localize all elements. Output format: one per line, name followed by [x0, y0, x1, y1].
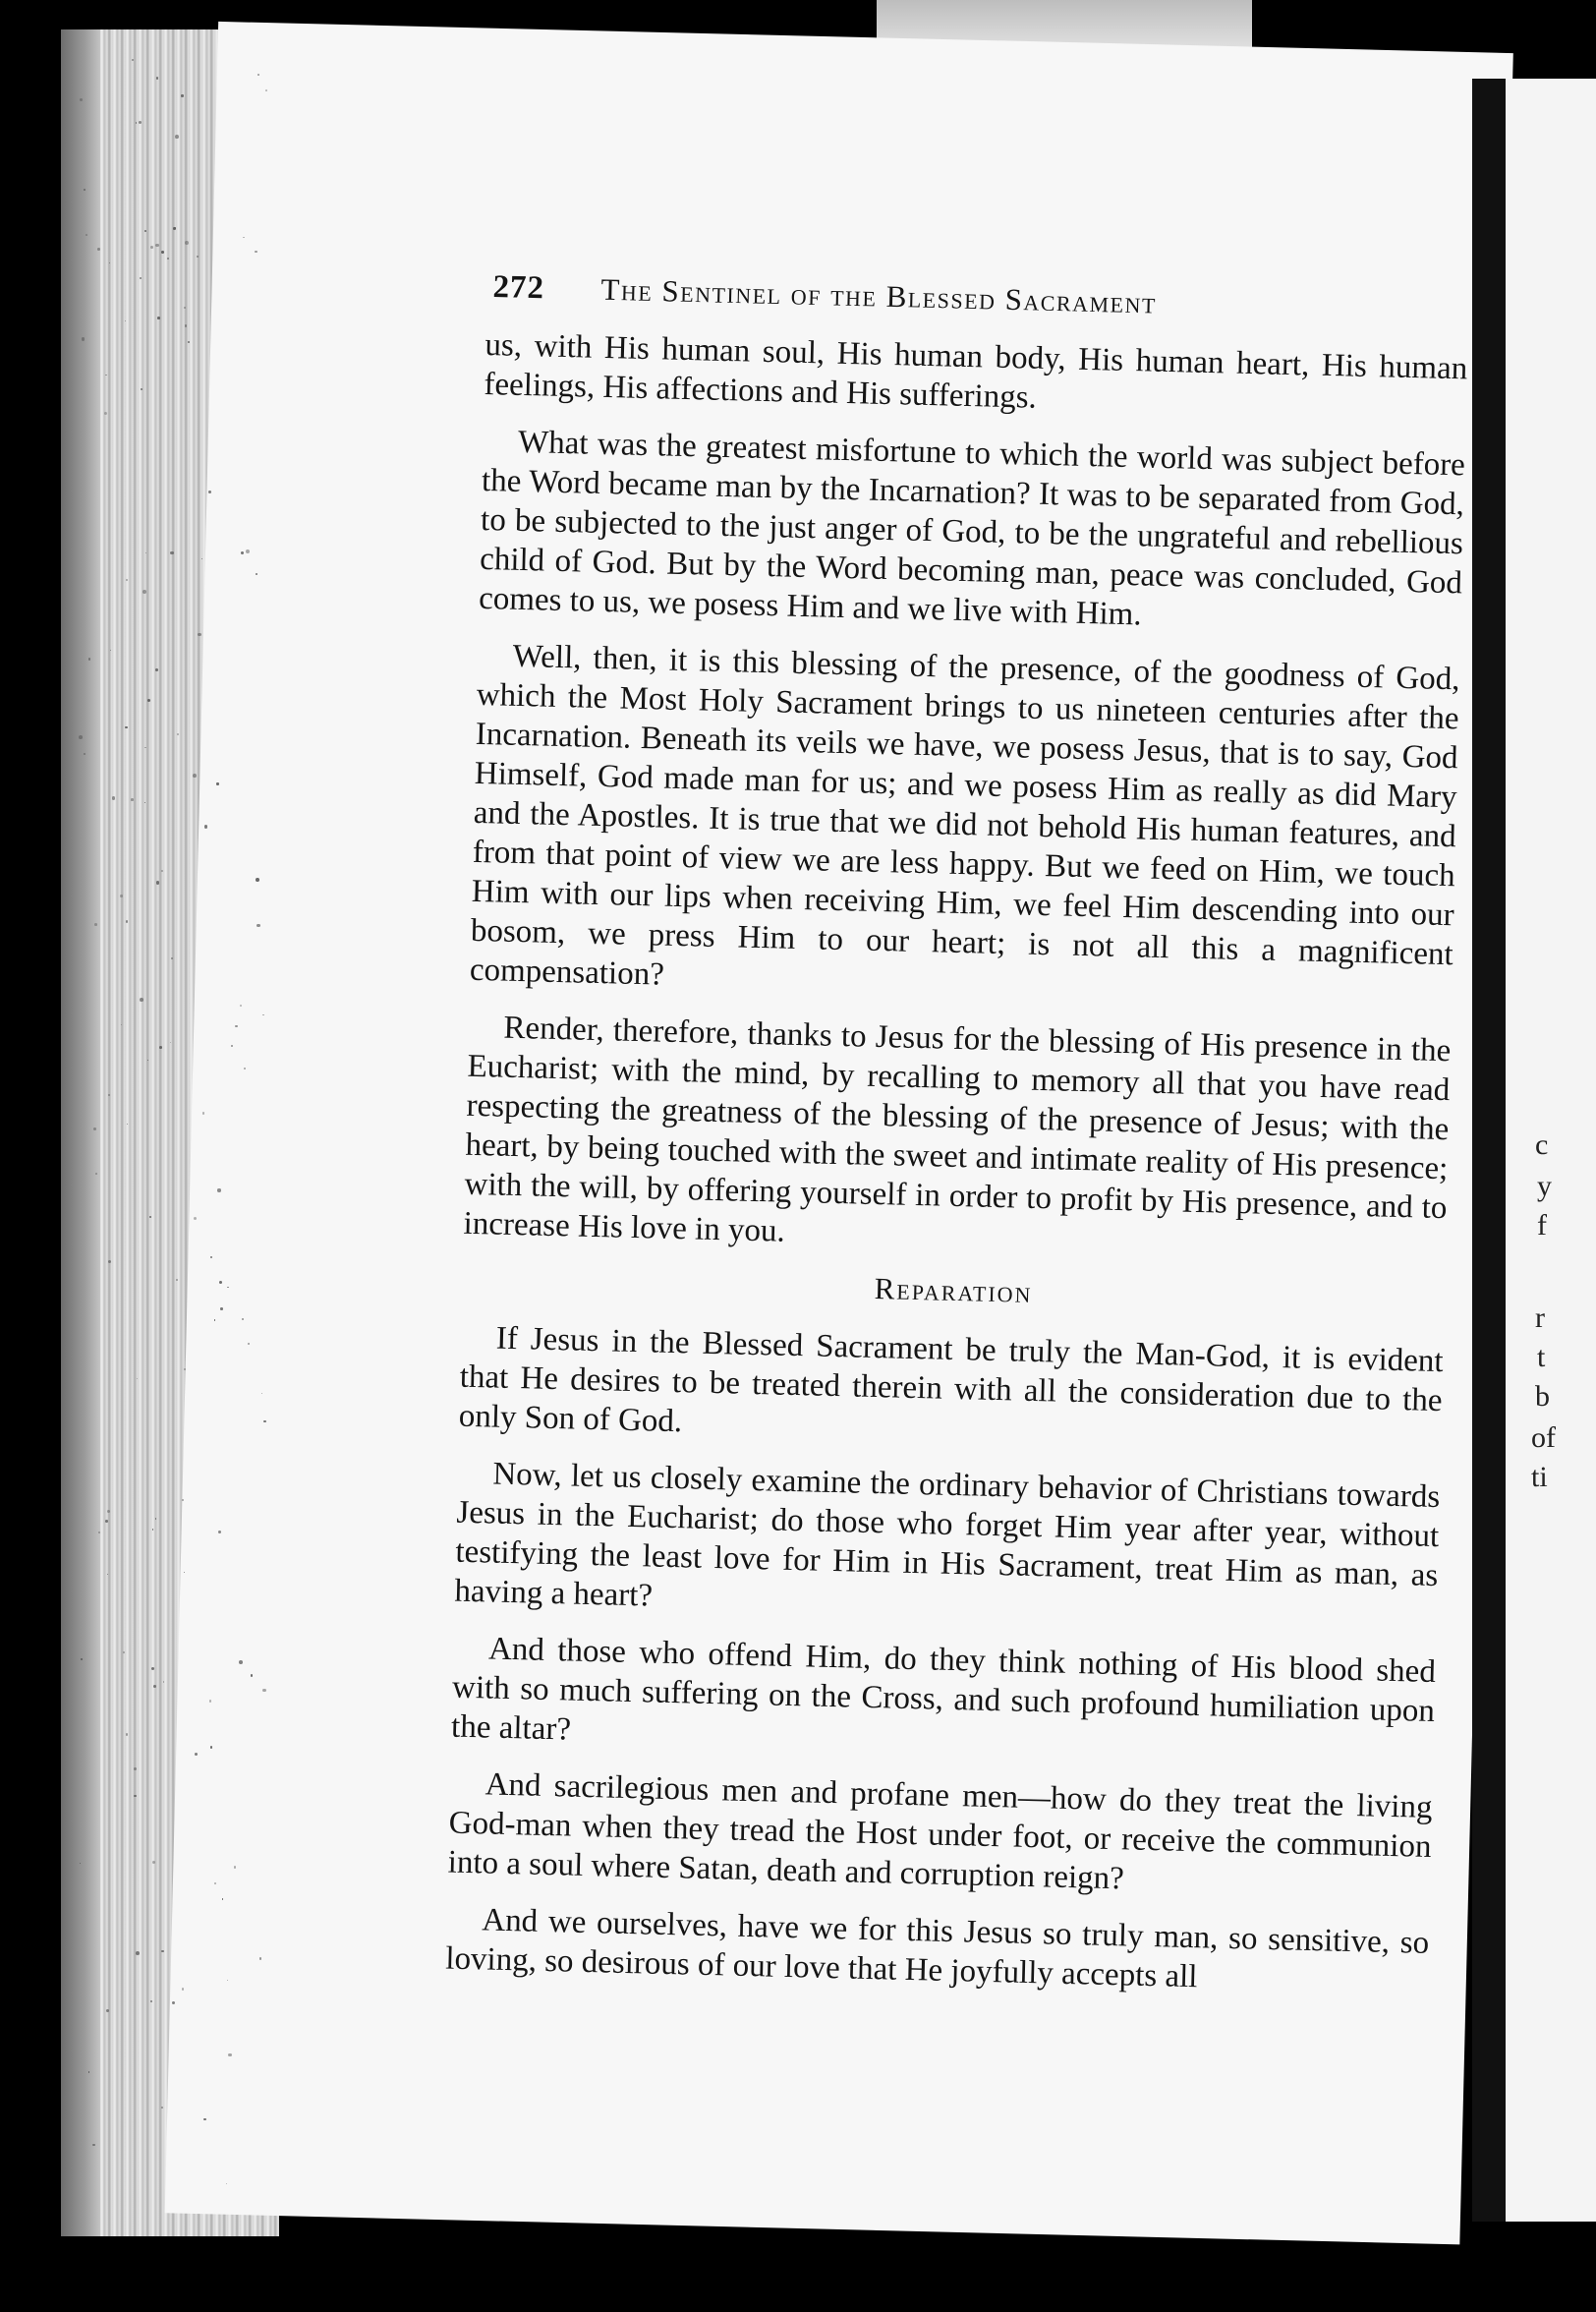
scan-speck [161, 1950, 164, 1953]
gutter-shadow [1472, 79, 1506, 2222]
paragraph: Now, let us closely examine the ordinary behavior of Christians towards Jesus in the Eucharist; do those who forget Him year after year, without testifying the least love for Him in His Sacrament, treat Him as man, as having a heart? [454, 1456, 1441, 1614]
scan-speck [81, 1658, 82, 1659]
paragraph: us, with His human soul, His human body, His human heart, His human feelings, His affections and His sufferings. [484, 326, 1468, 416]
scan-speck [150, 246, 153, 249]
scan-speck [140, 998, 143, 1002]
scan-speck [156, 77, 158, 79]
next-page-fragment: c [1535, 1128, 1549, 1161]
next-page-fragment: ti [1531, 1461, 1548, 1493]
scan-speck [157, 317, 160, 319]
scan-speck [204, 825, 208, 829]
scan-speck [92, 2144, 94, 2146]
page-content [0, 269, 1474, 1996]
scan-speck [109, 262, 110, 263]
scan-speck [86, 234, 87, 236]
scan-speck [181, 94, 183, 96]
scan-speck [177, 733, 179, 735]
scan-speck [174, 227, 176, 229]
scan-speck [106, 2009, 109, 2012]
next-page-fragment: b [1535, 1380, 1550, 1413]
scan-speck [161, 870, 163, 872]
scan-speck [220, 1307, 223, 1310]
scan-speck [217, 1188, 220, 1191]
scan-speck [216, 782, 218, 784]
scan-speck [184, 1368, 186, 1370]
scan-speck [134, 1767, 137, 1770]
scan-speck [107, 1510, 110, 1513]
paragraph: Well, then, it is this blessing of the presence, of the goodness of God, which the Most Holy Sacrament brings to us nineteen centuries after the Incarnation. Beneath its veils we have, we posess Jesus, that is to say, God Himself, God made man for us; and we posess Him as really as did Mary and the Apostles. It is true that we did not behold His human features, and from that point of view we are less happy. But we feed on Him, we touch Him with our lips when receiving Him, we feel Him descending into our bosom, we press Him to our heart; is not all this a magnificent compensation? [469, 638, 1460, 993]
paragraph: Render, therefore, thanks to Jesus for the blessing of His presence in the Eucharist; with the mind, by recalling to memory all that you have read respecting the greatness of the blessing of the presence of Jesus; with the heart, by being touched with the sweet and intimate reality of His presence; with the will, by offering yourself in order to profit by His presence, and to increase His love in you. [463, 1010, 1452, 1249]
scan-speck [88, 2071, 90, 2073]
scan-speck [167, 258, 169, 260]
scan-speck [156, 881, 160, 885]
scan-speck [120, 895, 122, 896]
paragraph: If Jesus in the Blessed Sacrament be truly the Man-God, it is evident that He desires to be treated therein with all the consideration due to the only Son of God. [458, 1320, 1444, 1440]
page-number: 272 [492, 269, 545, 307]
scan-speck [259, 1957, 261, 1959]
running-head [492, 269, 1474, 329]
paragraph: And we ourselves, have we for this Jesus so truly man, so sensitive, so loving, so desirous of our love that He joyfully accepts all [444, 1902, 1430, 1995]
scan-speck [126, 1733, 128, 1735]
next-page-fragment: r [1535, 1301, 1545, 1334]
next-page-sliver [1506, 79, 1596, 2222]
scan-speck [226, 2183, 227, 2184]
scan-speck [172, 2001, 175, 2004]
scan-speck [228, 2053, 232, 2057]
scan-speck [182, 1499, 184, 1501]
scan-speck [108, 1260, 111, 1263]
section-heading: Reparation [874, 1270, 1034, 1309]
scan-speck [185, 241, 189, 245]
scan-speck [155, 244, 158, 247]
paragraph: And those who offend Him, do they think nothing of His blood shed with so much suffering on the Cross, and such profound humiliation upon the altar? [450, 1631, 1437, 1748]
scan-speck [246, 549, 250, 553]
scan-speck [161, 251, 164, 254]
scan-speck [105, 375, 106, 376]
scan-speck [175, 135, 179, 139]
scan-speck [202, 1112, 205, 1115]
scan-speck [198, 633, 200, 636]
scan-speck [243, 237, 244, 238]
next-page-fragment: t [1537, 1341, 1546, 1373]
scan-speck [193, 774, 197, 778]
scan-speck [155, 668, 158, 671]
scan-speck [137, 1378, 138, 1379]
scan-speck [140, 277, 141, 278]
scan-speck [108, 1094, 110, 1096]
scan-speck [127, 1124, 128, 1125]
scan-speck [170, 1042, 171, 1043]
paragraph: What was the greatest misfortune to which the world was subject before the Word became man by the Incarnation? It was to be separated from God, to be subjected to the just anger of God, to be the ungrateful and rebellious child of God. But by the Word becoming man, peace was concluded, God comes to us, we posess Him and we live with Him. [478, 424, 1466, 633]
scan-speck [176, 1279, 178, 1281]
scan-speck [159, 1046, 162, 1049]
next-page-fragment: f [1537, 1209, 1547, 1242]
scan-speck [105, 1520, 108, 1523]
scan-speck [210, 1746, 212, 1748]
scan-speck [203, 2118, 205, 2120]
scan-speck [263, 1420, 266, 1423]
scan-speck [131, 798, 134, 801]
scan-speck [171, 957, 172, 958]
scan-speck [256, 878, 259, 882]
running-title: The Sentinel of the Blessed Sacrament [600, 271, 1158, 320]
scan-speck [136, 1951, 140, 1955]
scan-speck [265, 89, 267, 91]
scan-speck [262, 1689, 265, 1692]
scan-speck [125, 320, 126, 321]
scan-speck [257, 74, 259, 76]
scan-speck [244, 1068, 246, 1069]
scan-speck [82, 337, 85, 340]
scan-speck [161, 2107, 162, 2108]
body-text [445, 325, 1468, 2002]
scan-speck [93, 1127, 96, 1130]
scan-speck [126, 579, 128, 581]
scan-speck [256, 573, 257, 575]
scan-speck [214, 1319, 215, 1320]
next-page-fragment: of [1531, 1421, 1556, 1454]
scan-speck [123, 1651, 125, 1653]
scan-speck [235, 1025, 237, 1027]
scan-speck [126, 920, 128, 922]
next-page-fragment: y [1537, 1170, 1552, 1202]
paragraph: And sacrilegious men and profane men—how do they treat the living God-man when they tread the Host under foot, or receive the communion into a soul where Satan, death and corruption reign? [447, 1766, 1433, 1897]
scan-speck [197, 256, 199, 258]
scan-speck [262, 1014, 264, 1016]
scan-speck [144, 230, 146, 232]
scan-speck [214, 1882, 215, 1883]
